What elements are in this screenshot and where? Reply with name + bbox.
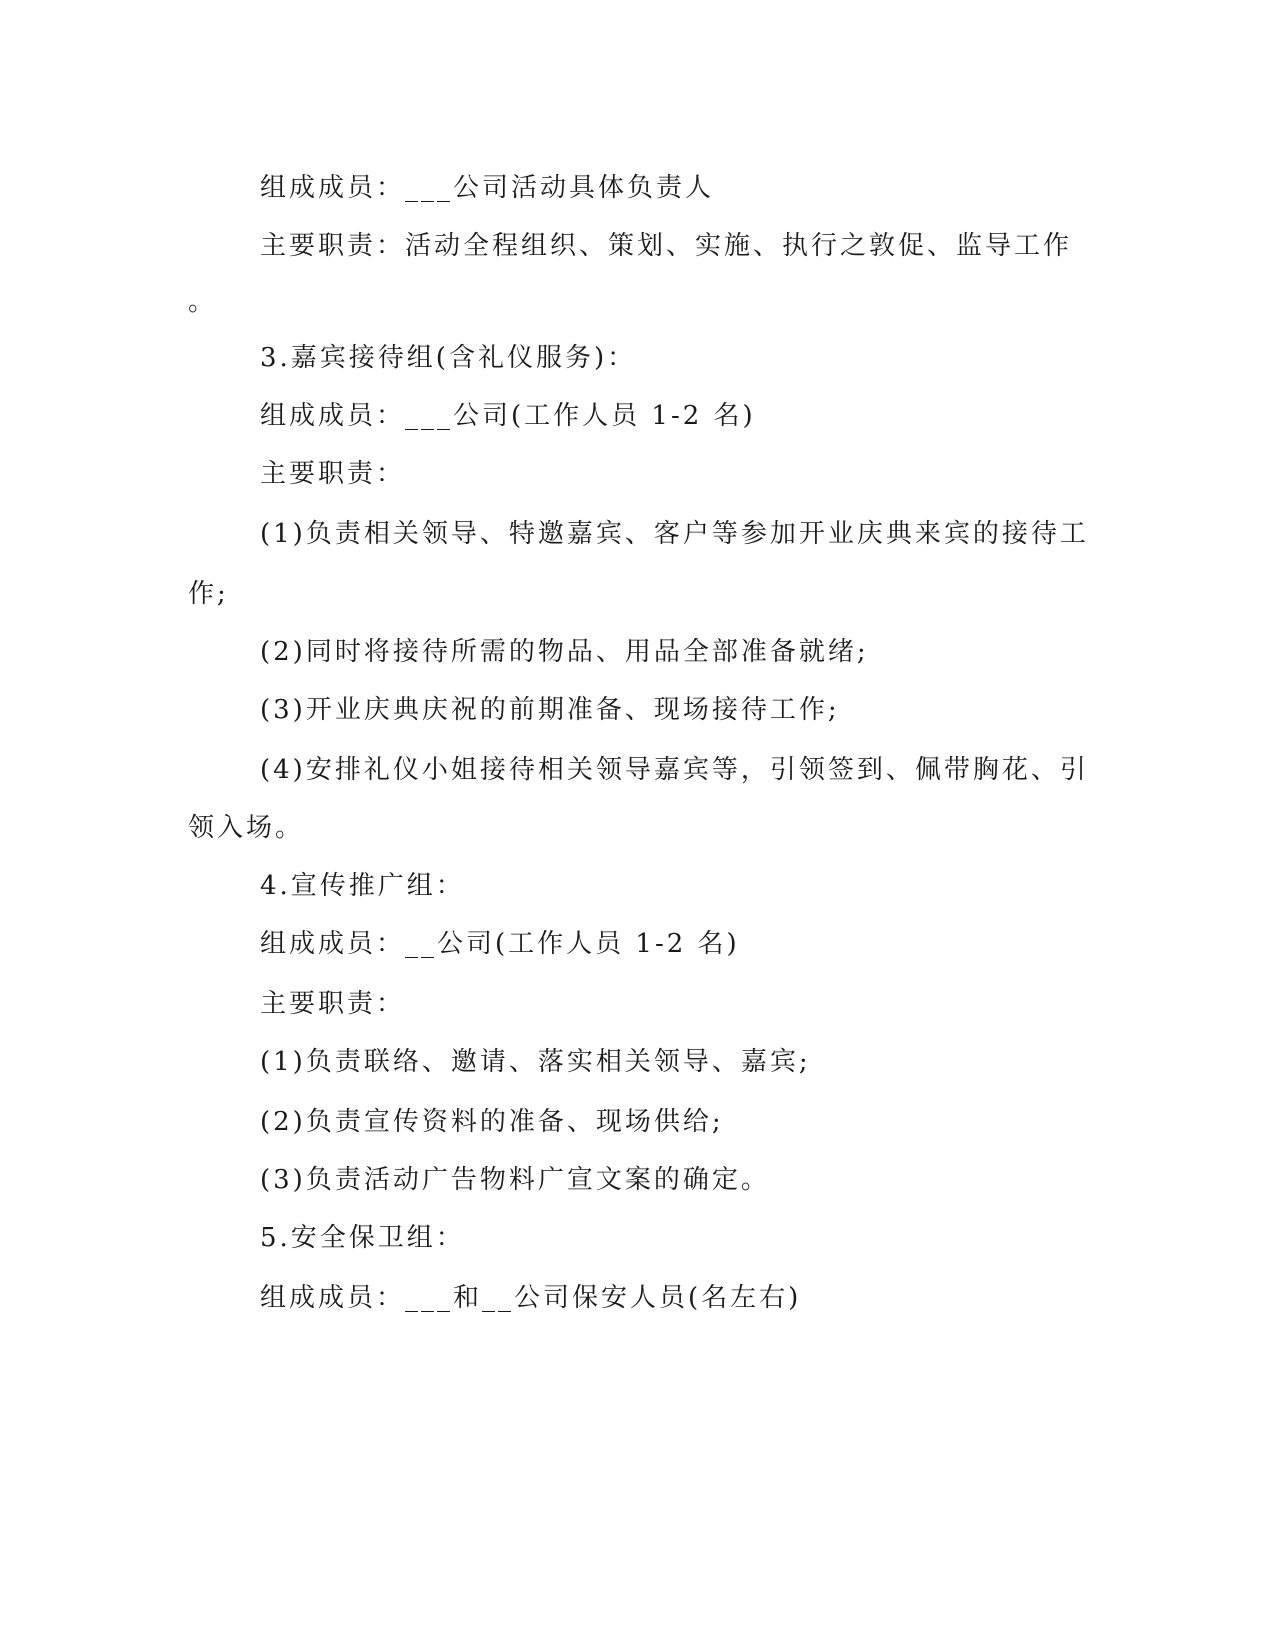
text-line: (3)负责活动广告物料广宣文案的确定。	[260, 1165, 770, 1195]
text-line: (2)负责宣传资料的准备、现场供给;	[260, 1107, 724, 1137]
text-line: 组成成员：___和__公司保安人员(名左右)	[260, 1283, 802, 1313]
text-line: (4)安排礼仪小姐接待相关领导嘉宾等，引领签到、佩带胸花、引	[260, 755, 1089, 785]
text-line: (1)负责相关领导、特邀嘉宾、客户等参加开业庆典来宾的接待工	[260, 519, 1089, 549]
section-heading: 5.安全保卫组：	[260, 1223, 465, 1253]
text-line: 。	[188, 287, 218, 317]
text-line: 组成成员：__公司(工作人员 1-2 名)	[260, 929, 740, 959]
text-line: (2)同时将接待所需的物品、用品全部准备就绪;	[260, 637, 869, 667]
text-line: (1)负责联络、邀请、落实相关领导、嘉宾;	[260, 1047, 811, 1077]
text-line: 作;	[188, 579, 229, 609]
text-line: 主要职责：	[260, 989, 406, 1019]
section-heading: 4.宣传推广组：	[260, 871, 465, 901]
text-line: 组成成员：___公司(工作人员 1-2 名)	[260, 401, 756, 431]
text-line: 领入场。	[188, 813, 305, 843]
text-line: 主要职责：活动全程组织、策划、实施、执行之敦促、监导工作	[260, 231, 1073, 261]
section-heading: 3.嘉宾接待组(含礼仪服务)：	[260, 343, 637, 373]
text-line: 组成成员：___公司活动具体负责人	[260, 173, 715, 203]
text-line: 主要职责：	[260, 459, 406, 489]
text-line: (3)开业庆典庆祝的前期准备、现场接待工作;	[260, 695, 840, 725]
